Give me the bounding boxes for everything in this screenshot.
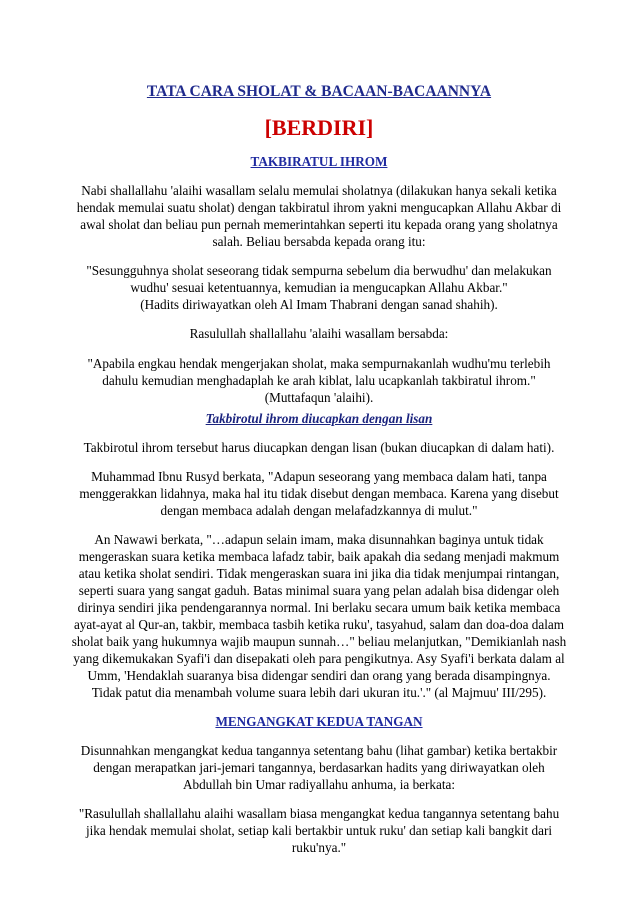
paragraph-line: Disunnahkan mengangkat kedua tangannya setentang bahu (lihat gambar) ketika bertakbir <box>80 743 558 758</box>
heading-mengangkat-kedua-tangan: MENGANGKAT KEDUA TANGAN <box>215 714 423 729</box>
paragraph-line: dengan membaca adalah dengan melafadzkannya di mulut." <box>160 503 478 518</box>
section-title: [BERDIRI] <box>264 115 374 140</box>
paragraph-line: ayat-ayat al Qur-an, takbir, membaca tasbih ketika ruku', tasyahud, salam dan doa-doa dalam <box>73 617 565 632</box>
paragraph-line: atau ketika sholat sendiri. Tidak mengeraskan suara ini jika dia tidak menjumpai rintangan, <box>78 566 560 581</box>
paragraph-line: "Sesungguhnya sholat seseorang tidak sempurna sebelum dia berwudhu' dan melakukan <box>86 263 552 278</box>
paragraph-line: dirinya sendiri jika pendengarannya normal. Ini berlaku secara umum baik ketika membaca <box>77 600 561 615</box>
paragraph-line: dengan merapatkan jari-jemari tangannya, berdasarkan hadits yang diriwayatkan oleh <box>93 760 545 775</box>
paragraph-line: (Hadits diriwayatkan oleh Al Imam Thabrani dengan sanad shahih). <box>140 297 498 312</box>
paragraph-line: Umm, 'Hendaklah suaranya bisa didengar sendiri dan orang yang berada disampingnya. <box>87 668 551 683</box>
paragraph-line: dahulu kemudian menghadaplah ke arah kiblat, lalu ucapkanlah takbiratul ihrom." <box>102 373 536 388</box>
paragraph-line: yang dikemukakan Syafi'i dan disepakati oleh para pengikutnya. Asy Syafi'i berkata dalam al <box>73 651 565 666</box>
subheading-diucapkan-dengan-lisan: Takbirotul ihrom diucapkan dengan lisan <box>205 411 433 426</box>
paragraph-line: seperti suara yang sangat gaduh. Batas minimal suara yang pelan adalah bisa didengar oleh <box>78 583 560 598</box>
paragraph-line: Tidak patut dia menambah volume suara lebih dari ukuran itu.'." (al Majmuu' III/295). <box>91 685 547 700</box>
paragraph-line: wudhu' sesuai ketentuannya, kemudian ia mengucapkan Allahu Akbar." <box>130 280 508 295</box>
paragraph-line: ruku'nya." <box>291 840 347 855</box>
paragraph-line: awal sholat dan beliau pun pernah memerintahkan seperti itu kepada orang yang sholatnya <box>80 217 558 232</box>
paragraph-line: Takbirotul ihrom tersebut harus diucapkan dengan lisan (bukan diucapkan di dalam hati). <box>83 440 555 455</box>
paragraph-line: (Muttafaqun 'alaihi). <box>264 390 374 405</box>
heading-takbiratul-ihrom: TAKBIRATUL IHROM <box>250 154 388 169</box>
paragraph-line: menggerakkan lidahnya, maka hal itu tidak disebut dengan membaca. Karena yang disebut <box>79 486 559 501</box>
paragraph-line: jika hendak memulai sholat, setiap kali bertakbir untuk ruku' dan setiap kali bangkit dari <box>85 823 552 838</box>
paragraph-line: Rasulullah shallallahu 'alaihi wasallam bersabda: <box>189 326 449 341</box>
paragraph-line: mengeraskan suara ketika membaca lafadz tabir, baik apakah dia sedang menjadi makmum <box>78 549 560 564</box>
paragraph-line: salah. Beliau bersabda kepada orang itu: <box>212 234 426 249</box>
paragraph-line: "Rasulullah shallallahu alaihi wasallam biasa mengangkat kedua tangannya setentang bahu <box>78 806 560 821</box>
paragraph-line: sholat baik yang hukumnya wajib maupun sunnah…" beliau melanjutkan, "Demikianlah nash <box>71 634 567 649</box>
paragraph-line: Nabi shallallahu 'alaihi wasallam selalu memulai sholatnya (dilakukan hanya sekali ketika <box>81 183 557 198</box>
paragraph-line: An Nawawi berkata, "…adapun selain imam, maka disunnahkan baginya untuk tidak <box>94 532 544 547</box>
paragraph-line: Muhammad Ibnu Rusyd berkata, "Adapun seseorang yang membaca dalam hati, tanpa <box>91 469 547 484</box>
document-title: TATA CARA SHOLAT & BACAAN-BACAANNYA <box>146 83 492 100</box>
paragraph-line: "Apabila engkau hendak mengerjakan sholat, maka sempurnakanlah wudhu'mu terlebih <box>87 356 551 371</box>
paragraph-line: hendak memulai suatu sholat) dengan takbiratul ihrom yakni mengucapkan Allahu Akbar di <box>76 200 562 215</box>
paragraph-line: Abdullah bin Umar radiyallahu anhuma, ia berkata: <box>182 777 456 792</box>
